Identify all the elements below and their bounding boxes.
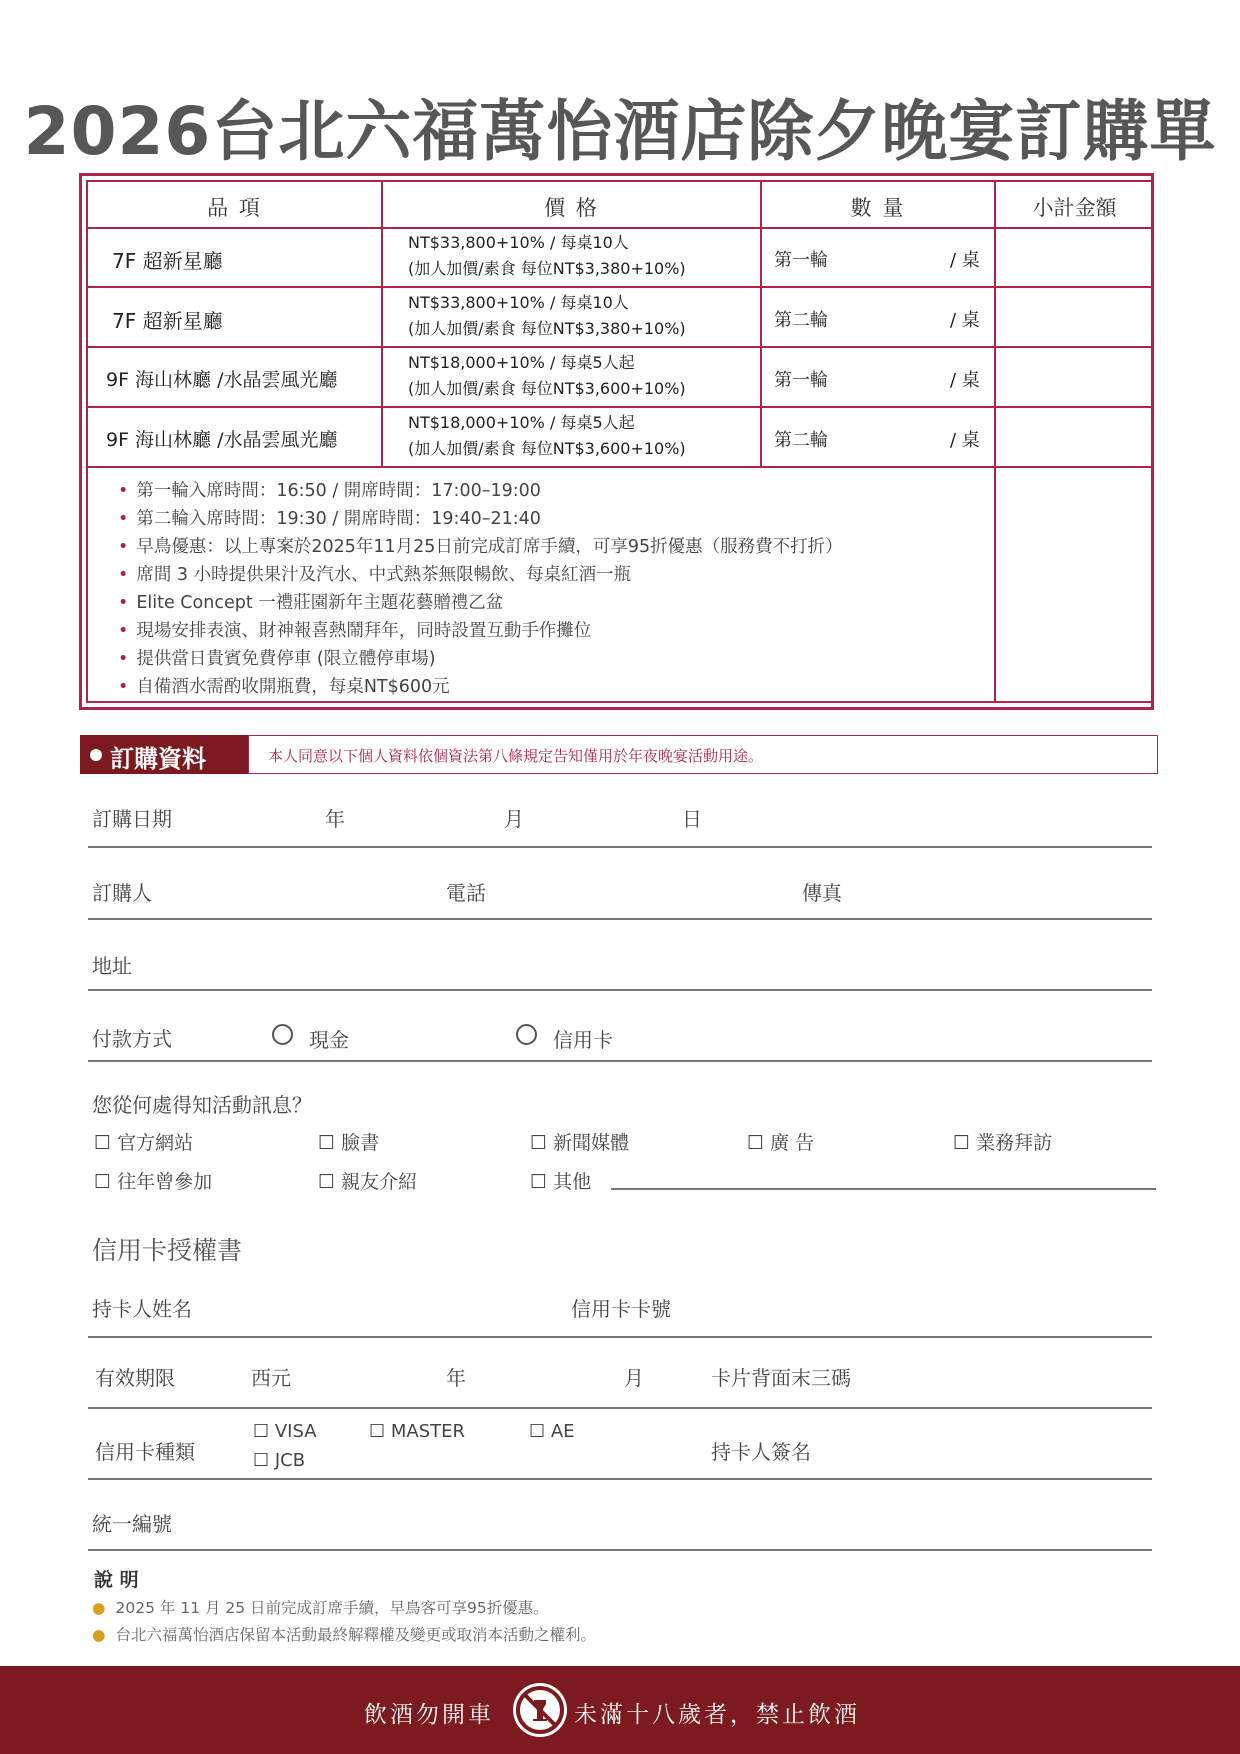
order-day-label: 日 [682, 807, 702, 831]
row-round: 第二輪 [774, 310, 828, 331]
credit-card-label: 信用卡 [553, 1028, 613, 1052]
list-item: • Elite Concept 一禮莊園新年主題花藝贈禮乙盆 [118, 593, 504, 613]
list-item: • 第二輪入席時間：19:30 / 開席時間：19:40–21:40 [118, 509, 541, 529]
header-subtotal: 小計金額 [1032, 196, 1117, 220]
divider [88, 1060, 1152, 1062]
row-item: 9F 海山林廳 /水晶雲風光廳 [106, 369, 338, 391]
row-round: 第一輪 [774, 370, 828, 391]
address-label: 地址 [92, 954, 132, 978]
source-facebook-checkbox[interactable]: ☐ 臉書 [318, 1132, 380, 1154]
row-round: 第二輪 [774, 430, 828, 451]
footer-right-text: 未滿十八歲者，禁止飲酒 [574, 1702, 860, 1728]
consent-text: 本人同意以下個人資料依個資法第八條規定告知僅用於年夜晚宴活動用途。 [268, 747, 764, 765]
row-quantity-unit[interactable]: / 桌 [950, 250, 980, 271]
source-ad-checkbox[interactable]: ☐ 廣 告 [747, 1132, 815, 1154]
tax-id-label: 統一編號 [92, 1512, 172, 1536]
list-item: • 提供當日貴賓免費停車 (限立體停車場) [118, 649, 436, 669]
list-item: • 自備酒水需酌收開瓶費，每桌NT$600元 [118, 677, 450, 697]
address-field[interactable] [88, 989, 1152, 991]
order-date-field[interactable] [88, 846, 1152, 848]
cash-radio[interactable] [272, 1024, 293, 1045]
fax-label: 傳真 [802, 881, 842, 905]
row-quantity-unit[interactable]: / 桌 [950, 370, 980, 391]
row-price: NT$18,000+10% / 每桌5人起 (加人加價/素食 每位NT$3,600+10%) [408, 353, 686, 398]
ae-checkbox[interactable]: ☐ AE [529, 1421, 575, 1442]
source-question: 您從何處得知活動訊息？ [92, 1093, 312, 1117]
bullet-icon [90, 749, 102, 761]
order-year-label: 年 [325, 807, 345, 831]
cash-label: 現金 [309, 1028, 349, 1052]
source-other-field[interactable] [611, 1188, 1156, 1190]
source-official-site-checkbox[interactable]: ☐ 官方網站 [94, 1132, 194, 1154]
orderer-label: 訂購人 [92, 881, 152, 905]
master-checkbox[interactable]: ☐ MASTER [369, 1421, 466, 1442]
tax-id-field[interactable] [88, 1549, 1152, 1551]
phone-label: 電話 [446, 881, 486, 905]
source-other-checkbox[interactable]: ☐ 其他 [530, 1171, 592, 1193]
credit-card-section-title: 信用卡授權書 [92, 1236, 243, 1265]
source-sales-visit-checkbox[interactable]: ☐ 業務拜訪 [953, 1132, 1053, 1154]
order-month-label: 月 [504, 807, 524, 831]
list-item: • 席間 3 小時提供果汁及汽水、中式熱茶無限暢飲、每桌紅酒一瓶 [118, 565, 632, 585]
footer-left-text: 飲酒勿開車 [364, 1702, 494, 1728]
no-drinking-icon [512, 1682, 568, 1738]
list-item: • 早鳥優惠：以上專案於2025年11月25日前完成訂席手續，可享95折優惠（服務費不打折） [118, 537, 843, 557]
header-quantity: 數 量 [850, 196, 906, 220]
row-item: 7F 超新星廳 [112, 249, 223, 273]
row-item: 7F 超新星廳 [112, 309, 223, 333]
row-price: NT$33,800+10% / 每桌10人 (加人加價/素食 每位NT$3,380+10%) [408, 233, 686, 278]
page-title: 2026台北六福萬怡酒店除夕晚宴訂購單 [23, 93, 1217, 170]
list-item: ● 2025 年 11 月 25 日前完成訂席手續，早鳥客可享95折優惠。 [92, 1599, 549, 1617]
source-friends-checkbox[interactable]: ☐ 親友介紹 [318, 1171, 418, 1193]
list-item: ● 台北六福萬怡酒店保留本活動最終解釋權及變更或取消本活動之權利。 [92, 1626, 597, 1644]
row-price: NT$18,000+10% / 每桌5人起 (加人加價/素食 每位NT$3,600+10%) [408, 413, 686, 458]
card-type-label: 信用卡種類 [95, 1440, 195, 1464]
row-round: 第一輪 [774, 250, 828, 271]
expiry-field[interactable] [88, 1407, 1152, 1409]
list-item: • 現場安排表演、財神報喜熱鬧拜年，同時設置互動手作攤位 [118, 621, 592, 641]
jcb-checkbox[interactable]: ☐ JCB [253, 1450, 306, 1471]
visa-checkbox[interactable]: ☐ VISA [253, 1421, 317, 1442]
payment-label: 付款方式 [92, 1027, 172, 1051]
signature-field[interactable] [88, 1478, 1152, 1480]
row-quantity-unit[interactable]: / 桌 [950, 430, 980, 451]
expiry-month-label: 月 [624, 1366, 644, 1390]
row-quantity-unit[interactable]: / 桌 [950, 310, 980, 331]
row-price: NT$33,800+10% / 每桌10人 (加人加價/素食 每位NT$3,380+10%) [408, 293, 686, 338]
source-news-media-checkbox[interactable]: ☐ 新聞媒體 [530, 1132, 630, 1154]
signature-label: 持卡人簽名 [711, 1440, 811, 1464]
expiry-label: 有效期限 [95, 1366, 175, 1390]
header-price: 價 格 [544, 196, 599, 220]
orderer-field[interactable] [88, 918, 1152, 920]
row-item: 9F 海山林廳 /水晶雲風光廳 [106, 429, 338, 451]
remarks-title: 說 明 [94, 1569, 139, 1591]
credit-card-radio[interactable] [516, 1024, 537, 1045]
order-date-label: 訂購日期 [92, 807, 172, 831]
source-previous-checkbox[interactable]: ☐ 往年曾參加 [94, 1171, 213, 1193]
expiry-year-label: 年 [446, 1366, 466, 1390]
western-year-label: 西元 [251, 1366, 291, 1390]
card-number-label: 信用卡卡號 [571, 1297, 671, 1321]
section-title: 訂購資料 [110, 745, 206, 773]
card-holder-field[interactable] [88, 1336, 1152, 1338]
card-holder-label: 持卡人姓名 [92, 1297, 192, 1321]
header-item: 品 項 [207, 196, 262, 220]
cvv-label: 卡片背面末三碼 [711, 1366, 851, 1390]
list-item: • 第一輪入席時間：16:50 / 開席時間：17:00–19:00 [118, 481, 541, 501]
